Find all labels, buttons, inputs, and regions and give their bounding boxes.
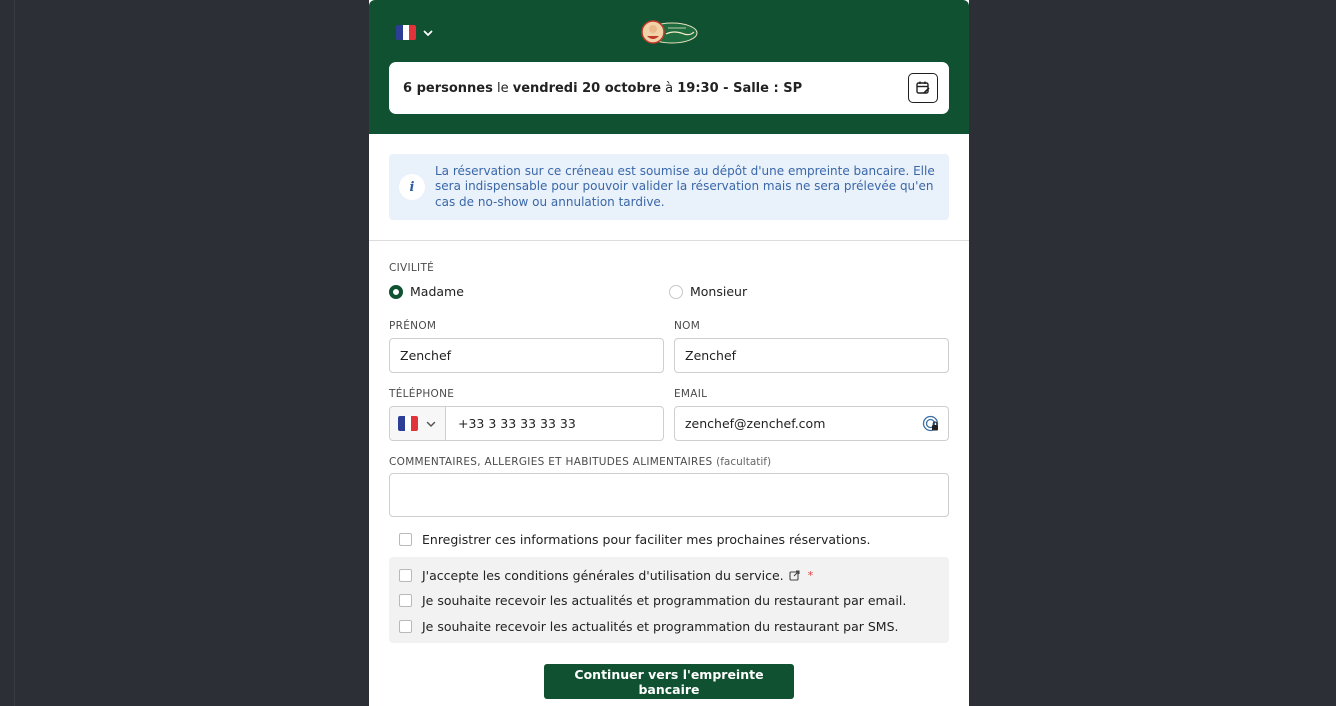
email-news-label: Je souhaite recevoir les actualités et programmation du restaurant par email. bbox=[422, 593, 907, 608]
sms-news-label: Je souhaite recevoir les actualités et programmation du restaurant par SMS. bbox=[422, 619, 899, 634]
radio-monsieur-indicator bbox=[669, 285, 683, 299]
summary-date: vendredi 20 octobre bbox=[512, 80, 662, 96]
sms-news-box bbox=[399, 620, 412, 633]
restaurant-logo bbox=[640, 18, 698, 46]
summary-a: à bbox=[661, 80, 678, 96]
terms-checkbox[interactable] bbox=[399, 568, 813, 583]
email-news-checkbox[interactable] bbox=[399, 593, 906, 608]
save-info-box bbox=[399, 533, 412, 546]
language-selector[interactable] bbox=[396, 25, 434, 40]
phone-field bbox=[389, 406, 664, 441]
radio-monsieur-label: Monsieur bbox=[690, 284, 748, 299]
france-flag-icon bbox=[398, 416, 418, 431]
radio-madame-label: Madame bbox=[410, 284, 464, 299]
summary-guests: 6 personnes bbox=[403, 80, 493, 96]
terms-box bbox=[399, 569, 412, 582]
terms-label: J'accepte les conditions générales d'utilisation du service. bbox=[422, 568, 784, 583]
radio-madame-indicator bbox=[389, 285, 403, 299]
radio-madame[interactable] bbox=[389, 284, 464, 299]
continue-button[interactable]: Continuer vers l'empreinte bancaire bbox=[544, 664, 794, 699]
email-label: EMAIL bbox=[674, 388, 708, 400]
background-divider bbox=[14, 0, 15, 706]
phone-label: TÉLÉPHONE bbox=[389, 388, 455, 400]
radio-monsieur[interactable] bbox=[669, 284, 747, 299]
firstname-label: PRÉNOM bbox=[389, 320, 437, 332]
edit-reservation-button[interactable] bbox=[908, 73, 938, 103]
email-news-box bbox=[399, 594, 412, 607]
comments-textarea[interactable] bbox=[389, 473, 949, 517]
deposit-notice bbox=[389, 154, 949, 220]
section-divider bbox=[369, 240, 969, 241]
chevron-down-icon bbox=[422, 27, 434, 39]
email-input[interactable] bbox=[674, 406, 949, 441]
civility-label: CIVILITÉ bbox=[389, 262, 435, 274]
comments-label-text: COMMENTAIRES, ALLERGIES ET HABITUDES ALIMENTAIRES bbox=[389, 456, 713, 468]
email-value: zenchef@zenchef.com bbox=[685, 416, 826, 431]
comments-label bbox=[389, 456, 771, 468]
required-marker: * bbox=[807, 569, 814, 582]
info-icon: i bbox=[399, 174, 425, 200]
summary-le: le bbox=[492, 80, 513, 96]
summary-time-room: 19:30 - Salle : SP bbox=[677, 80, 803, 96]
deposit-notice-text: La réservation sur ce créneau est soumise au dépôt d'une empreinte bancaire. Elle sera indispensable pour pouvoir valider la réservation mais ne sera prélevée qu'en cas de no-show ou annulation tardive. bbox=[435, 163, 935, 209]
france-flag-icon bbox=[396, 25, 416, 40]
reservation-modal bbox=[369, 0, 969, 706]
comments-optional: (facultatif) bbox=[716, 456, 772, 468]
firstname-value: Zenchef bbox=[400, 348, 452, 363]
firstname-input[interactable] bbox=[389, 338, 664, 373]
password-manager-icon[interactable] bbox=[922, 415, 940, 433]
external-link-icon[interactable] bbox=[789, 570, 800, 581]
lastname-label: NOM bbox=[674, 320, 701, 332]
lastname-input[interactable] bbox=[674, 338, 949, 373]
phone-input[interactable]: +33 3 33 33 33 33 bbox=[458, 416, 576, 431]
header bbox=[369, 0, 969, 134]
reservation-summary bbox=[389, 62, 949, 114]
save-info-label: Enregistrer ces informations pour faciliter mes prochaines réservations. bbox=[422, 532, 871, 547]
lastname-value: Zenchef bbox=[685, 348, 737, 363]
chevron-down-icon bbox=[425, 418, 437, 430]
sms-news-checkbox[interactable] bbox=[399, 619, 898, 634]
phone-country-selector[interactable] bbox=[390, 407, 446, 440]
calendar-edit-icon bbox=[915, 80, 931, 96]
save-info-checkbox[interactable] bbox=[399, 532, 870, 547]
